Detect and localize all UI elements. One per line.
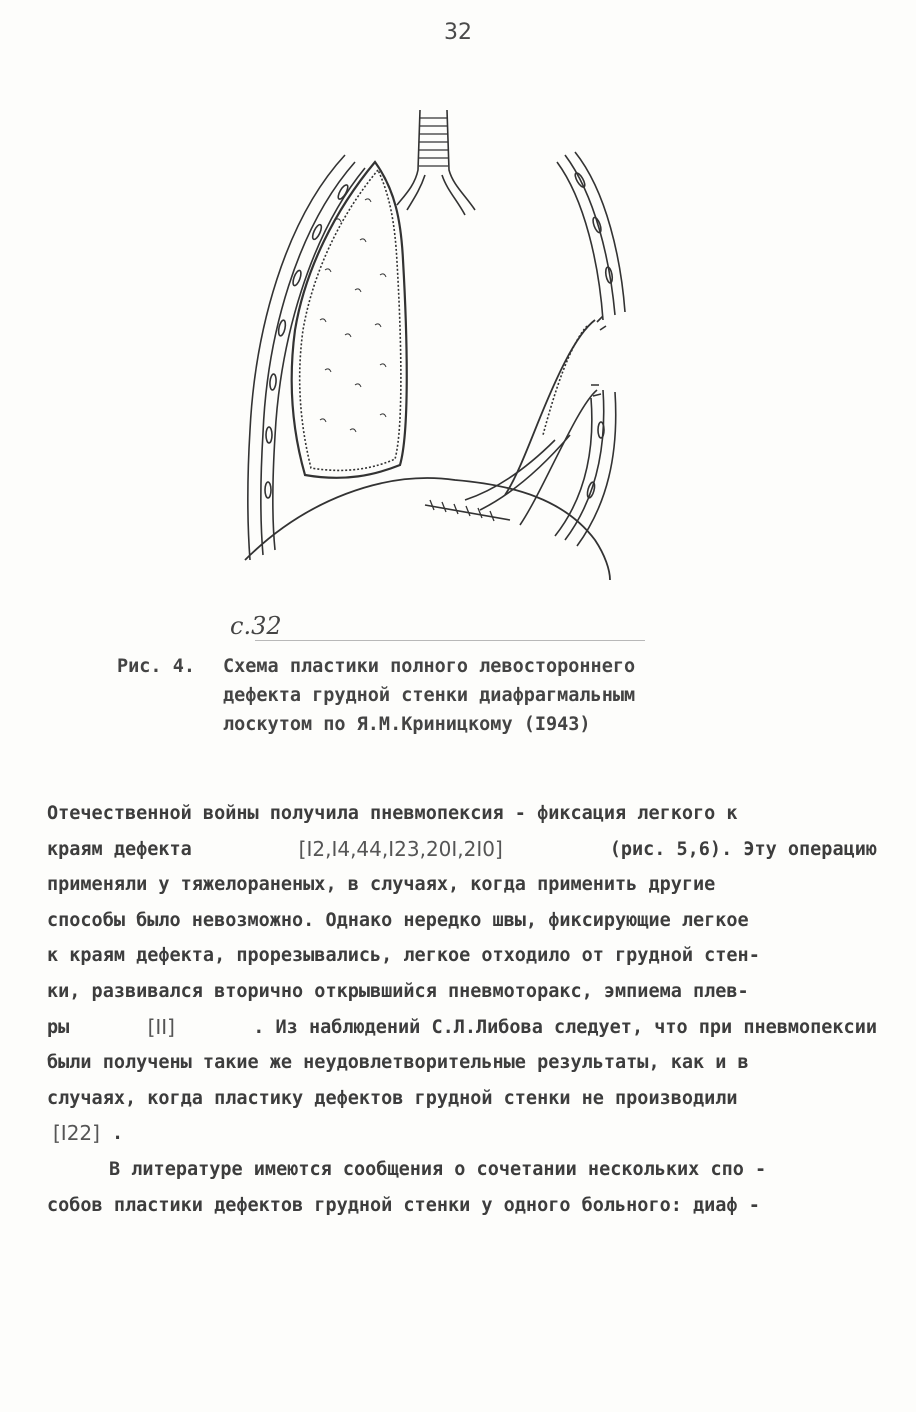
text-line — [47, 832, 877, 868]
handwritten-page-note: c.32 — [230, 612, 282, 640]
text-line — [47, 1116, 877, 1152]
text-span: собов пластики дефектов грудной стенки у одного больного: диаф - — [47, 1194, 760, 1216]
text-span: Отечественной войны получила пневмопексия - фиксация легкого к — [47, 803, 738, 824]
text-line — [47, 867, 877, 903]
text-span: В литературе имеются сообщения о сочетании нескольких спо - — [109, 1158, 767, 1180]
text-span: применяли у тяжелораненых, в случаях, когда применить другие — [47, 874, 716, 896]
citation-ref: [I2,I4,44,I23,20I,2I0] — [298, 836, 503, 861]
text-span: способы было невозможно. Однако нередко швы, фиксирующие легкое — [47, 909, 749, 931]
text-line — [47, 974, 877, 1010]
caption-line-3: лоскутом по Я.М.Криницкому (I943) — [223, 714, 591, 735]
text-line — [47, 1010, 877, 1046]
text-line — [47, 796, 877, 832]
text-span: случаях, когда пластику дефектов грудной стенки не производили — [47, 1087, 738, 1109]
page-number: 32 — [444, 20, 472, 45]
caption-line-2: дефекта грудной стенки диафрагмальным — [223, 685, 636, 706]
citation-ref: [II] — [147, 1014, 175, 1039]
text-span: ки, развивался вторично открывшийся пневмоторакс, эмпиема плев- — [47, 980, 749, 1002]
text-line — [47, 903, 877, 939]
text-span: к краям дефекта, прорезывались, легкое отходило от грудной стен- — [47, 945, 760, 967]
text-span: были получены такие же неудовлетворительные результаты, как и в — [47, 1052, 749, 1074]
text-span: краям дефекта — [47, 838, 192, 860]
figure-caption — [117, 652, 797, 739]
text-line — [47, 1152, 877, 1188]
text-span: (рис. 5,6). Эту операцию — [609, 838, 877, 860]
body-text — [47, 796, 877, 1223]
divider-line — [255, 640, 645, 641]
figure-label: Рис. 4. — [117, 656, 195, 677]
text-span: ры — [47, 1016, 70, 1038]
text-span: . Из наблюдений С.Л.Либова следует, что при пневмопексии — [253, 1016, 877, 1038]
caption-line-1: Схема пластики полного левостороннего — [223, 656, 636, 677]
text-span: . — [111, 1123, 124, 1145]
citation-ref: [I22] — [53, 1121, 100, 1146]
text-line — [47, 938, 877, 974]
text-line — [47, 1188, 877, 1224]
text-line — [47, 1081, 877, 1117]
text-line — [47, 1045, 877, 1081]
chest-wall-plasty-illustration — [225, 100, 645, 580]
